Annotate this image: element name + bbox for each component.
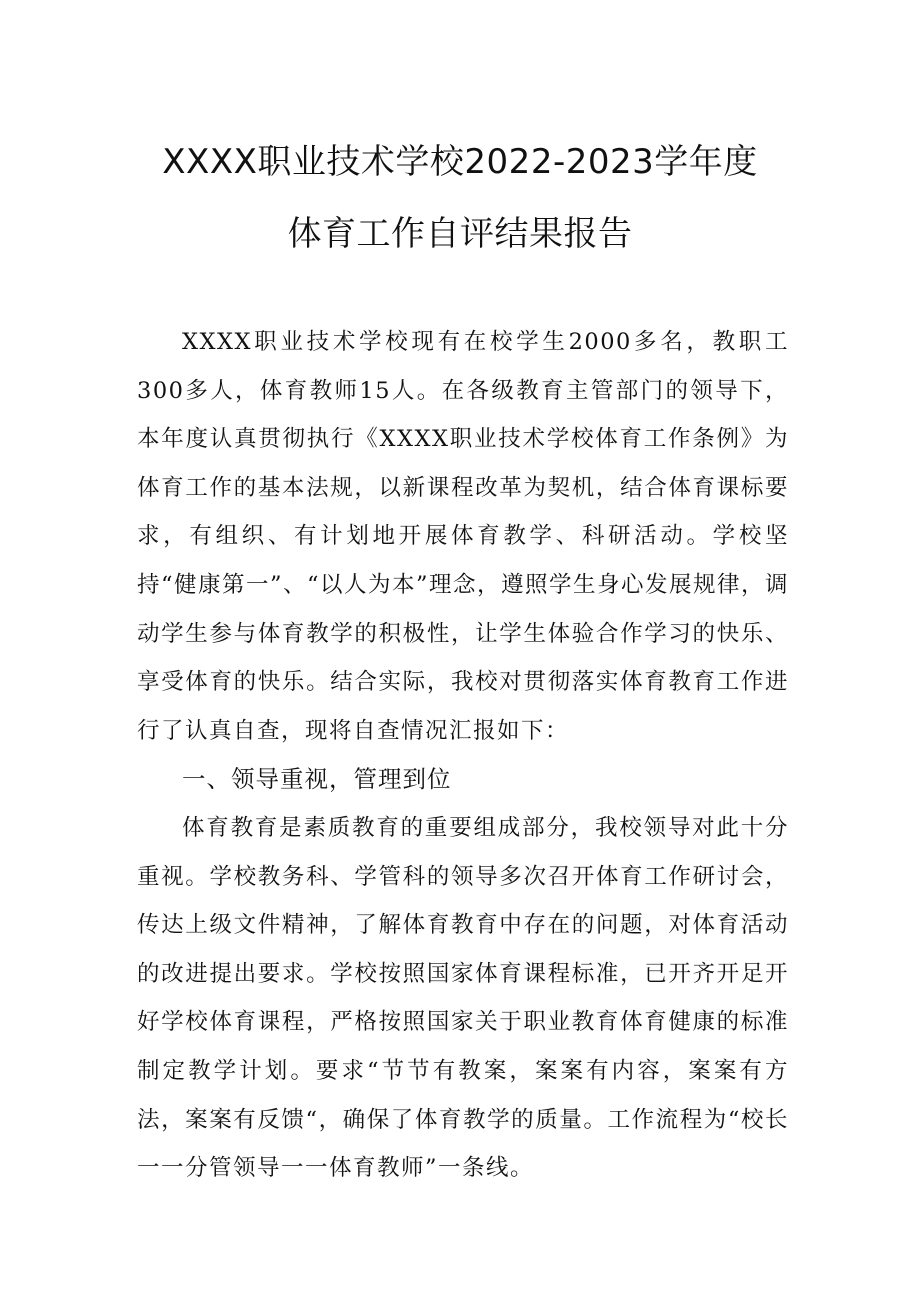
paragraph-leadership: 体育教育是素质教育的重要组成部分，我校领导对此十分重视。学校教务科、学管科的领导多次召开体育工作研讨会，传达上级文件精神，了解体育教育中存在的问题，对体育活动的改进提出要求。学校按照国家体育课程标准，已开齐开足开好学校体育课程，严格按照国家关于职业教育体育健康的标准制定教学计划。要求“节节有教案，案案有内容，案案有方法，案案有反馈“，确保了体育教学的质量。工作流程为“校长一一分管领导一一体育教师”一条线。: [137, 814, 789, 1182]
section-heading-1: 一、领导重视，管理到位: [182, 765, 452, 794]
document-title-line-1: XXXX职业技术学校2022-2023学年度: [162, 142, 758, 182]
document-title-line-2: 体育工作自评结果报告: [287, 214, 633, 254]
document-body: [137, 318, 789, 1193]
paragraph-intro: XXXX职业技术学校现有在校学生2000多名，教职工300多人，体育教师15人。在各级教育主管部门的领导下，本年度认真贯彻执行《XXXX职业技术学校体育工作条例》为体育工作的基本法规，以新课程改革为契机，结合体育课标要求，有组织、有计划地开展体育教学、科研活动。学校坚持“健康第一”、“以人为本”理念，遵照学生身心发展规律，调动学生参与体育教学的积极性，让学生体验合作学习的快乐、享受体育的快乐。结合实际，我校对贯彻落实体育教育工作进行了认真自查，现将自查情况汇报如下：: [137, 329, 790, 744]
